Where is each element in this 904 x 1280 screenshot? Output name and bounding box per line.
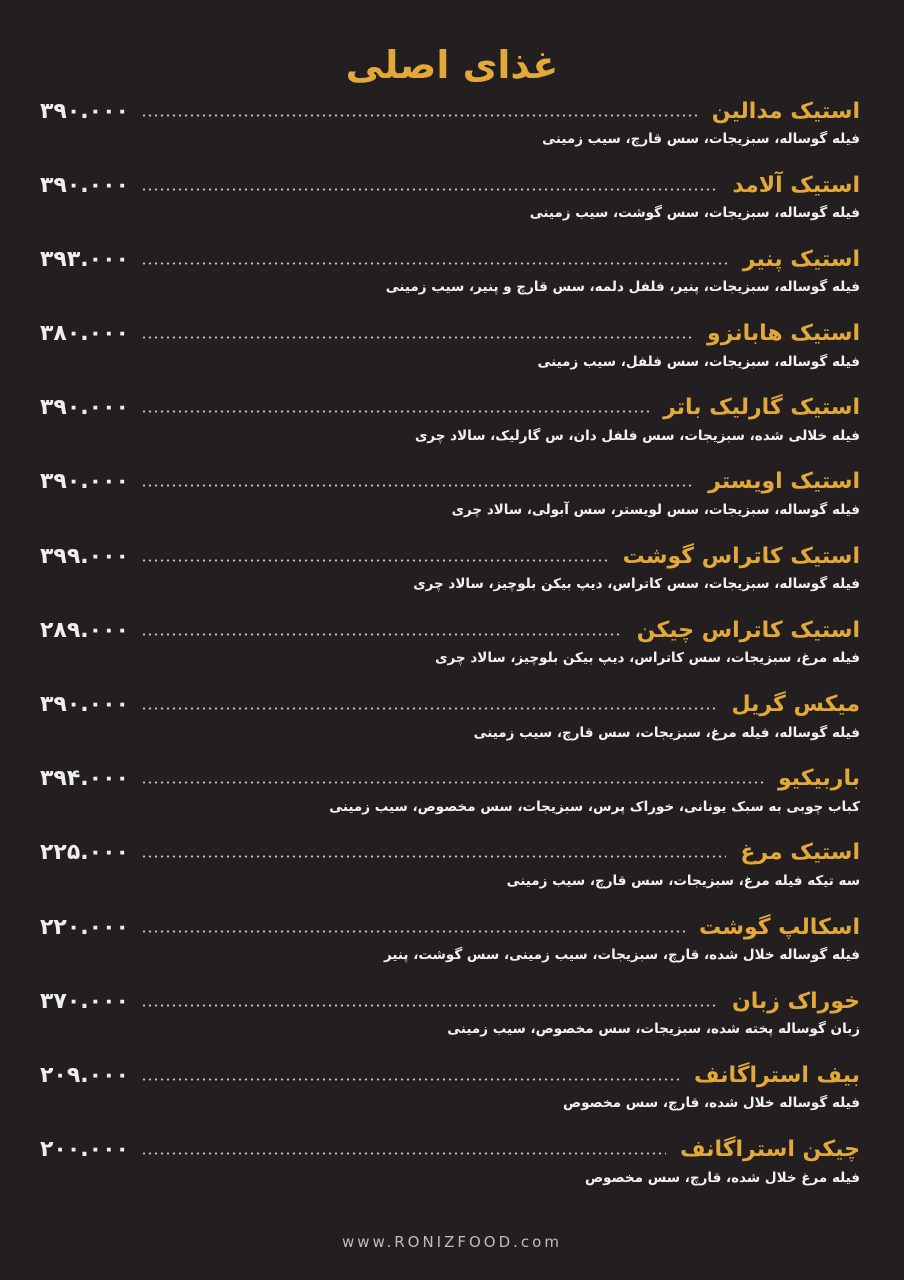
dot-leader [141,633,623,636]
menu-item [0,688,904,762]
dot-leader [141,559,609,562]
dot-leader [141,1078,680,1081]
item-name: استیک مدالین [711,98,860,124]
menu-item [0,762,904,836]
item-price: ۳۹۰.۰۰۰ [40,172,129,198]
item-price: ۲۰۰.۰۰۰ [40,1137,129,1163]
item-price: ۳۹۰.۰۰۰ [40,692,129,717]
item-price: ۳۷۰.۰۰۰ [40,988,129,1014]
item-price: ۲۰۹.۰۰۰ [40,1062,129,1088]
dot-leader [141,336,693,339]
dot-leader [141,188,718,191]
item-description: زبان گوساله پخته شده، سبزیجات، سس مخصوص، سیب زمینی [447,1021,860,1038]
dot-leader [141,1152,666,1155]
item-description: فیله خلالی شده، سبزیجات، سس فلفل دان، س گارلیک، سالاد چری [414,427,860,444]
menu-item [0,1058,904,1132]
item-price: ۳۹۰.۰۰۰ [40,98,129,124]
item-price: ۳۹۹.۰۰۰ [40,543,129,569]
item-name: استیک کاتراس چیکن [636,617,860,643]
menu-item [0,168,904,242]
dot-leader [141,781,764,784]
menu-list [0,94,904,1207]
item-price: ۳۹۳.۰۰۰ [40,246,129,272]
menu-item [0,465,904,539]
menu-item [0,984,904,1058]
item-name: اسکالپ گوشت [699,914,860,940]
website-link[interactable]: www.RONIZFOOD.com [342,1233,562,1251]
menu-item [0,1133,904,1207]
item-price: ۲۸۹.۰۰۰ [40,617,129,643]
dot-leader [141,114,698,117]
item-price: ۳۹۰.۰۰۰ [40,469,129,495]
dot-leader [141,484,694,487]
item-description: فیله گوساله، سبزیجات، سس قارچ، سیب زمینی [542,131,860,147]
item-name: استیک گارلیک باتر [663,395,860,421]
item-description: فیله گوساله، سبزیجات، پنیر، فلفل دلمه، سس قارچ و پنیر، سیب زمینی [385,279,860,296]
item-description: فیله گوساله، فیله مرغ، سبزیجات، سس قارچ، سیب زمینی [473,724,860,741]
item-description: کباب چوبی به سبک یونانی، خوراک پرس، سبزیجات، سس مخصوص، سیب زمینی [329,798,860,815]
menu-item [0,539,904,613]
item-description: فیله مرغ خلال شده، قارچ، سس مخصوص [584,1169,860,1186]
item-price: ۲۲۰.۰۰۰ [40,914,129,940]
item-name: استیک هابانزو [707,321,860,347]
item-description: فیله گوساله خلال شده، قارچ، سس مخصوص [563,1095,860,1112]
menu-item [0,836,904,910]
page-title: غذای اصلی [345,43,559,88]
menu-item [0,94,904,168]
menu-item [0,317,904,391]
item-description: سه تیکه فیله مرغ، سبزیجات، سس قارچ، سیب زمینی [506,872,860,889]
dot-leader [141,707,718,710]
item-description: فیله گوساله، سبزیجات، سس گوشت، سیب زمینی [529,205,860,222]
item-name: خوراک زبان [731,988,860,1014]
item-price: ۲۲۵.۰۰۰ [40,840,129,866]
menu-item [0,910,904,984]
item-name: چیکن استراگانف [680,1137,860,1163]
item-price: ۳۹۴.۰۰۰ [40,766,129,792]
dot-leader [141,262,729,265]
item-description: فیله گوساله، سبزیجات، سس کاتراس، دیپ بیکن بلوچیز، سالاد چری [413,576,860,593]
item-price: ۳۸۰.۰۰۰ [40,321,129,347]
item-description: فیله گوساله، سبزیجات، سس لویستر، سس آبولی، سالاد چری [451,501,860,518]
item-description: فیله گوساله، سبزیجات، سس فلفل، سیب زمینی [537,353,860,370]
item-name: استیک پنیر [742,246,860,272]
item-name: بیف استراگانف [694,1062,860,1088]
menu-item [0,242,904,316]
item-price: ۳۹۰.۰۰۰ [40,395,129,421]
item-name: استیک آلامد [732,172,860,198]
item-name: باربیکیو [778,766,860,792]
item-name: استیک اویستر [708,469,860,495]
item-name: میکس گریل [731,692,860,717]
item-name: استیک کاتراس گوشت [622,543,860,569]
menu-item [0,613,904,687]
dot-leader [141,855,726,858]
item-name: استیک مرغ [740,840,860,866]
dot-leader [141,1004,718,1007]
menu-item [0,391,904,465]
dot-leader [141,410,649,413]
item-description: فیله مرغ، سبزیجات، سس کاتراس، دیپ بیکن بلوچیز، سالاد چری [435,650,860,667]
item-description: فیله گوساله خلال شده، قارچ، سبزیجات، سیب زمینی، سس گوشت، پنیر [384,947,860,964]
dot-leader [141,930,685,933]
